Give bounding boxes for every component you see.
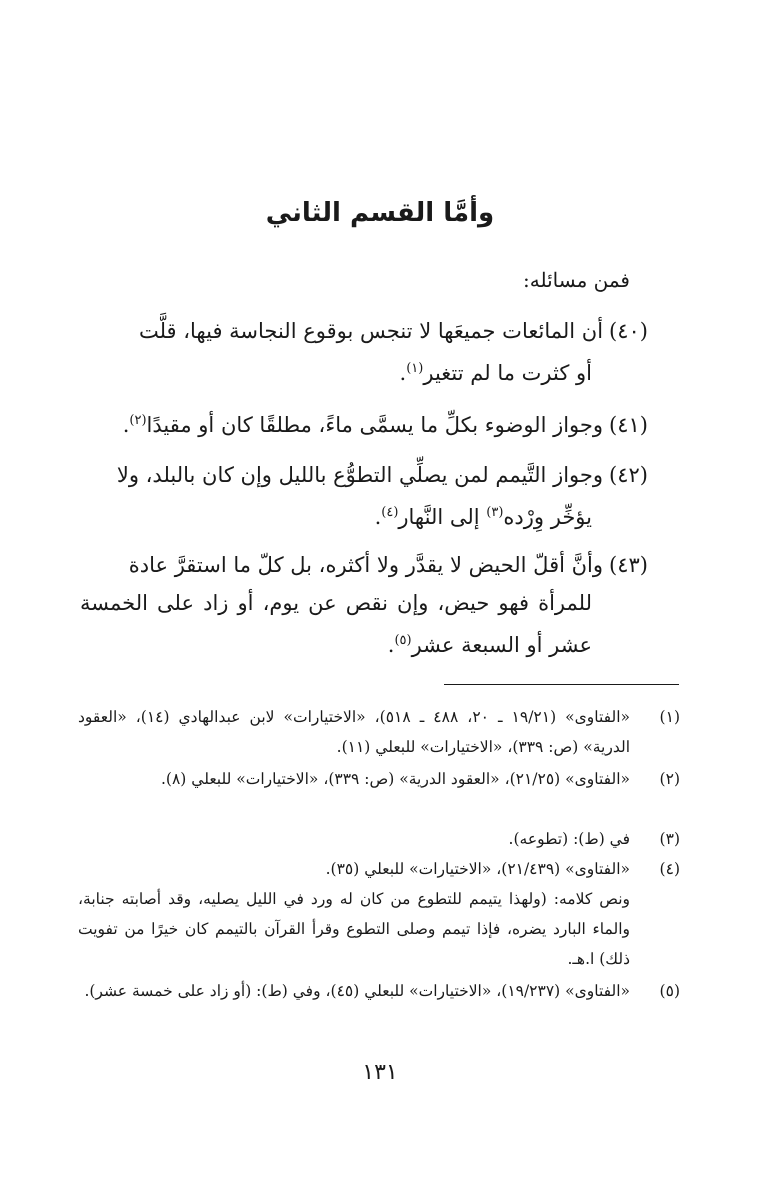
issue-number: (٤٢) bbox=[609, 463, 648, 487]
footnote-1 bbox=[78, 702, 680, 762]
footnote-text: «الفتاوى» (١٩/٢٣٧)، «الاختيارات» للبعلي (٤٥)، وفي (ط): (أو زاد على خمسة عشر). bbox=[84, 982, 630, 1000]
issue-text: للمرأة فهو حيض، وإن نقص عن يوم، أو زاد على الخمسة bbox=[80, 591, 592, 615]
footnote-5 bbox=[78, 976, 680, 1006]
issue-43 bbox=[80, 546, 648, 664]
issue-text: وجواز الوضوء بكلِّ ما يسمَّى ماءً، مطلقًا كان أو مقيدًا bbox=[146, 413, 604, 437]
footnote-continuation: ونص كلامه: (ولهذا يتيمم للتطوع من كان له ورد في الليل يصليه، وقد أصابته جنابة، والماء البارد يضره، فإذا تيمم وصلى التطوع وقرأ القرآن بالتيمم كان خيرًا من تفويت ذلك) ا.هـ. bbox=[78, 890, 630, 968]
issue-text-line bbox=[80, 584, 648, 622]
footnote-text: «الفتاوى» (٢١/٤٣٩)، «الاختيارات» للبعلي (٣٥). bbox=[325, 860, 630, 878]
punctuation: . bbox=[387, 633, 395, 657]
issue-text: أن المائعات جميعَها لا تنجس بوقوع النجاسة فيها، قلَّت bbox=[138, 319, 604, 343]
issue-text: يؤخِّر وِرْده bbox=[503, 505, 592, 529]
footnote-number: (٤) bbox=[659, 860, 680, 878]
issue-number: (٤٣) bbox=[609, 553, 648, 577]
footnote-ref: (٤) bbox=[381, 505, 399, 520]
footnote-3 bbox=[78, 824, 680, 854]
footnote-ref: (٣) bbox=[486, 505, 504, 520]
page-number: ١٣١ bbox=[362, 1060, 398, 1085]
issue-text-line bbox=[80, 350, 648, 392]
issue-number: (٤١) bbox=[609, 413, 648, 437]
footnote-ref: (١) bbox=[406, 361, 424, 376]
punctuation: . bbox=[122, 413, 130, 437]
punctuation: . bbox=[374, 505, 382, 529]
intro-text: فمن مسائله: bbox=[522, 268, 630, 292]
issue-text-line bbox=[80, 494, 648, 536]
footnote-divider bbox=[444, 684, 679, 685]
footnote-text: «الفتاوى» (٢١/٢٥)، «العقود الدرية» (ص: ٣٣٩)، «الاختيارات» للبعلي (٨). bbox=[160, 770, 630, 788]
issue-42 bbox=[80, 456, 648, 536]
issue-text: إلى النَّهار bbox=[398, 505, 480, 529]
footnote-number: (٥) bbox=[659, 982, 680, 1000]
footnote-2 bbox=[78, 764, 680, 794]
issue-text: وأنَّ أقلّ الحيض لا يقدَّر ولا أكثره، بل كلّ ما استقرَّ عادة bbox=[128, 553, 604, 577]
footnote-number: (٣) bbox=[659, 830, 680, 848]
footnote-ref: (٥) bbox=[394, 633, 412, 648]
footnote-number: (١) bbox=[659, 708, 680, 726]
issue-number: (٤٠) bbox=[609, 319, 648, 343]
issue-41 bbox=[80, 402, 648, 444]
footnote-4 bbox=[78, 854, 680, 974]
footnote-text: «الفتاوى» (١٩/٢١ ـ ٢٠، ٤٨٨ ـ ٥١٨)، «الاختيارات» لابن عبدالهادي (١٤)، «العقود الدرية» (ص: ٣٣٩)، «الاختيارات» للبعلي (١١). bbox=[78, 708, 630, 756]
issue-40 bbox=[80, 312, 648, 392]
footnote-number: (٢) bbox=[659, 770, 680, 788]
footnote-text: في (ط): (تطوعه). bbox=[508, 830, 630, 848]
section-heading: وأمَّا القسم الثاني bbox=[265, 198, 495, 228]
punctuation: . bbox=[399, 361, 407, 385]
issue-text: أو كثرت ما لم تتغير bbox=[423, 361, 592, 385]
issue-text: عشر أو السبعة عشر bbox=[411, 633, 592, 657]
footnote-ref: (٢) bbox=[129, 413, 147, 428]
issue-text: وجواز التَّيمم لمن يصلِّي التطوُّع بالليل وإن كان بالبلد، ولا bbox=[116, 463, 604, 487]
issue-text-line bbox=[80, 622, 648, 664]
